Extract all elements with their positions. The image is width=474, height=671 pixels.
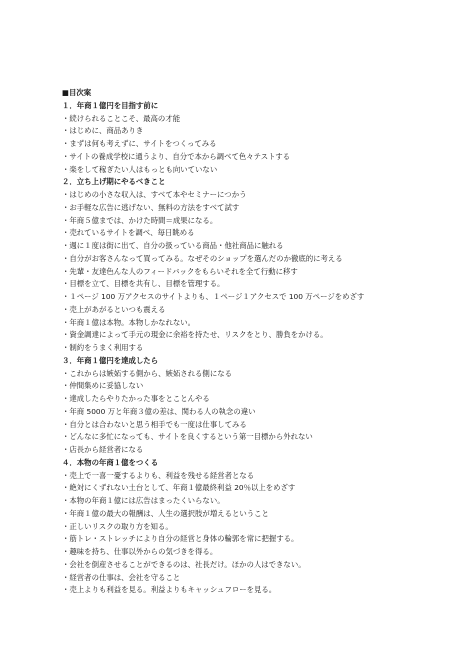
- list-item: ・年商１億の最大の報酬は、人生の選択肢が増えるということ: [62, 508, 269, 518]
- list-item: ・年商 5000 万と年商３億の差は、関わる人の執念の違い: [62, 406, 256, 416]
- list-item: ・週に１度は街に出て、自分の扱っている商品・他社商品に触れる: [62, 241, 284, 250]
- list-item: ・筋トレ・ストレッチにより自分の経営と身体の輪郭を常に把握する。: [62, 534, 299, 544]
- list-item: ・先輩・友達色んな人のフィードバックをもらいそれを全て行動に移す: [62, 266, 298, 276]
- list-item: ・はじめの小さな収入は、すべて本やセミナーにつかう: [62, 190, 247, 199]
- list-item: ・自分とは合わないと思う相手でも一度は仕事してみる: [62, 419, 247, 429]
- list-item: ・会社を倒産させることができるのは、社長だけ。ほかの人はできない。: [62, 559, 306, 569]
- list-item: ・売上があがるといつも震える: [62, 304, 166, 314]
- list-item: ・１ページ 100 万アクセスのサイトよりも、１ページ１アクセスで 100 万ページをめざす: [62, 292, 365, 301]
- list-item: ・売上で一喜一憂するよりも、利益を残せる経営者となる: [62, 470, 255, 480]
- list-item: ・年商５億までは、かけた時間＝成果になる。: [62, 215, 218, 225]
- list-item: ・売上よりも利益を見る。利益よりもキャッシュフローを見る。: [62, 585, 277, 595]
- list-item: ・絶対にくずれない土台として、年商１億最終利益 20％以上をめざす: [62, 483, 296, 493]
- list-item: ・達成したらやりたかった事をとことんやる: [62, 394, 210, 403]
- list-item: ・楽をして稼ぎたい人はもっとも向いていない: [62, 164, 218, 174]
- list-item: ・続けられることこそ、最高の才能: [62, 113, 181, 123]
- list-item: ・売れているサイトを調べ、毎日眺める: [62, 228, 195, 238]
- list-item: ・本物の年商１億には広告はまったくいらない。: [62, 496, 225, 505]
- section-4: [62, 457, 462, 597]
- section-heading: ２．立ち上げ期にやるべきこと: [62, 177, 166, 187]
- section-heading: ４．本物の年商１億をつくる: [62, 457, 159, 467]
- list-item: ・資金調達によって手元の現金に余裕を持たせ、リスクをとり、勝負をかける。: [62, 330, 328, 340]
- list-item: ・制約をうまく利用する: [62, 343, 144, 352]
- document-title: ■目次案: [62, 88, 92, 97]
- section-1: [62, 100, 462, 177]
- list-item: ・仲間集めに妥協しない: [62, 381, 144, 391]
- section-3: [62, 355, 462, 457]
- list-item: ・サイトの養成学校に通うより、自分で本から調べて色々テストする: [62, 151, 291, 161]
- list-item: ・自分がお客さんなって買ってみる。なぜそのショップを選んだのか徹底的に考える: [62, 253, 343, 263]
- list-item: ・店長から経営者になる: [62, 445, 144, 454]
- list-item: ・これからは嫉妬する側から、嫉妬される側になる: [62, 368, 232, 378]
- section-2: [62, 176, 462, 355]
- list-item: ・経営者の仕事は、会社を守ること: [62, 572, 181, 582]
- document-body: [62, 87, 462, 597]
- list-item: ・はじめに、商品ありき: [62, 126, 144, 136]
- section-heading: １．年商１億円を目指す前に: [62, 100, 159, 110]
- list-item: ・目標を立て、目標を共有し、目標を管理する。: [62, 279, 225, 289]
- list-item: ・年商１億は本物。本物しかなれない。: [62, 317, 196, 327]
- section-heading: ３．年商１億円を達成したら: [62, 355, 159, 365]
- list-item: ・正しいリスクの取り方を知る。: [62, 521, 173, 531]
- list-item: ・まずは何も考えずに、サイトをつくってみる: [62, 139, 217, 148]
- list-item: ・趣味を持ち、仕事以外からの気づきを得る。: [62, 547, 218, 556]
- list-item: ・どんなに多忙になっても、サイトを良くするという第一目標から外れない: [62, 432, 313, 442]
- list-item: ・お手軽な広告に逃げない、無料の方法をすべて試す: [62, 202, 240, 212]
